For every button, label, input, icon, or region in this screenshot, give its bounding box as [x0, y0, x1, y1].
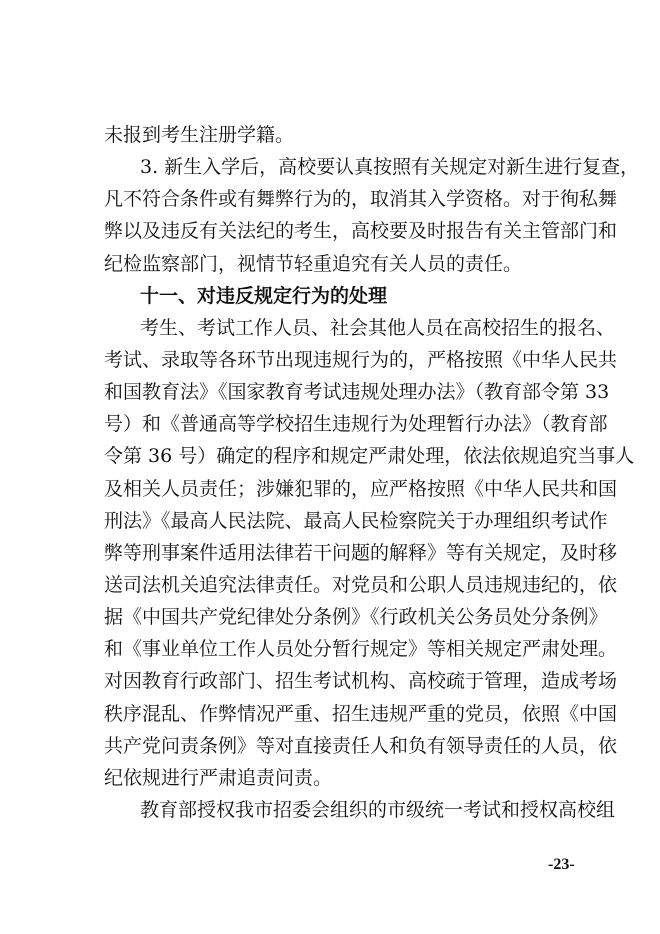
text-line: 考生、考试工作人员、社会其他人员在高校招生的报名、: [140, 317, 616, 339]
text-line: 教育部授权我市招委会组织的市级统一考试和授权高校组: [140, 799, 616, 821]
text-line: 考试、录取等各环节出现违规行为的，严格按照《中华人民共: [104, 349, 618, 371]
text-line: 据《中国共产党纪律处分条例》《行政机关公务员处分条例》: [104, 606, 608, 628]
text-line: 纪检监察部门，视情节轻重追究有关人员的责任。: [104, 253, 523, 275]
text-line: 未报到考生注册学籍。: [104, 124, 295, 146]
text-line: 及相关人员责任；涉嫌犯罪的，应严格按照《中华人民共和国: [104, 478, 618, 500]
text-line: 刑法》《最高人民法院、最高人民检察院关于办理组织考试作: [104, 510, 608, 532]
text-line: 纪依规进行严肃追责问责。: [104, 767, 333, 789]
text-line: 秩序混乱、作弊情况严重、招生违规严重的党员，依照《中国: [104, 703, 618, 725]
text-line: 3. 新生入学后，高校要认真按照有关规定对新生进行复查，: [140, 156, 640, 178]
text-line: 凡不符合条件或有舞弊行为的，取消其入学资格。对于徇私舞: [104, 188, 618, 210]
text-line: 对因教育行政部门、招生考试机构、高校疏于管理，造成考场: [104, 670, 618, 692]
section-heading: 十一、对违反规定行为的处理: [140, 285, 388, 307]
text-line: 弊等刑事案件适用法律若干问题的解释》等有关规定，及时移: [104, 542, 618, 564]
text-line: 号）和《普通高等学校招生违规行为处理暂行办法》（教育部: [104, 413, 608, 435]
text-line: 和《事业单位工作人员处分暂行规定》等相关规定严肃处理。: [104, 638, 618, 660]
text-line: 和国教育法》《国家教育考试违规处理办法》（教育部令第 33: [104, 381, 610, 403]
text-line: 送司法机关追究法律责任。对党员和公职人员违规违纪的，依: [104, 574, 618, 596]
page-number: -23-: [548, 856, 575, 873]
text-line: 共产党问责条例》等对直接责任人和负有领导责任的人员，依: [104, 735, 618, 757]
text-line: 弊以及违反有关法纪的考生，高校要及时报告有关主管部门和: [104, 220, 618, 242]
text-line: 令第 36 号）确定的程序和规定严肃处理，依法依规追究当事人: [104, 445, 635, 467]
